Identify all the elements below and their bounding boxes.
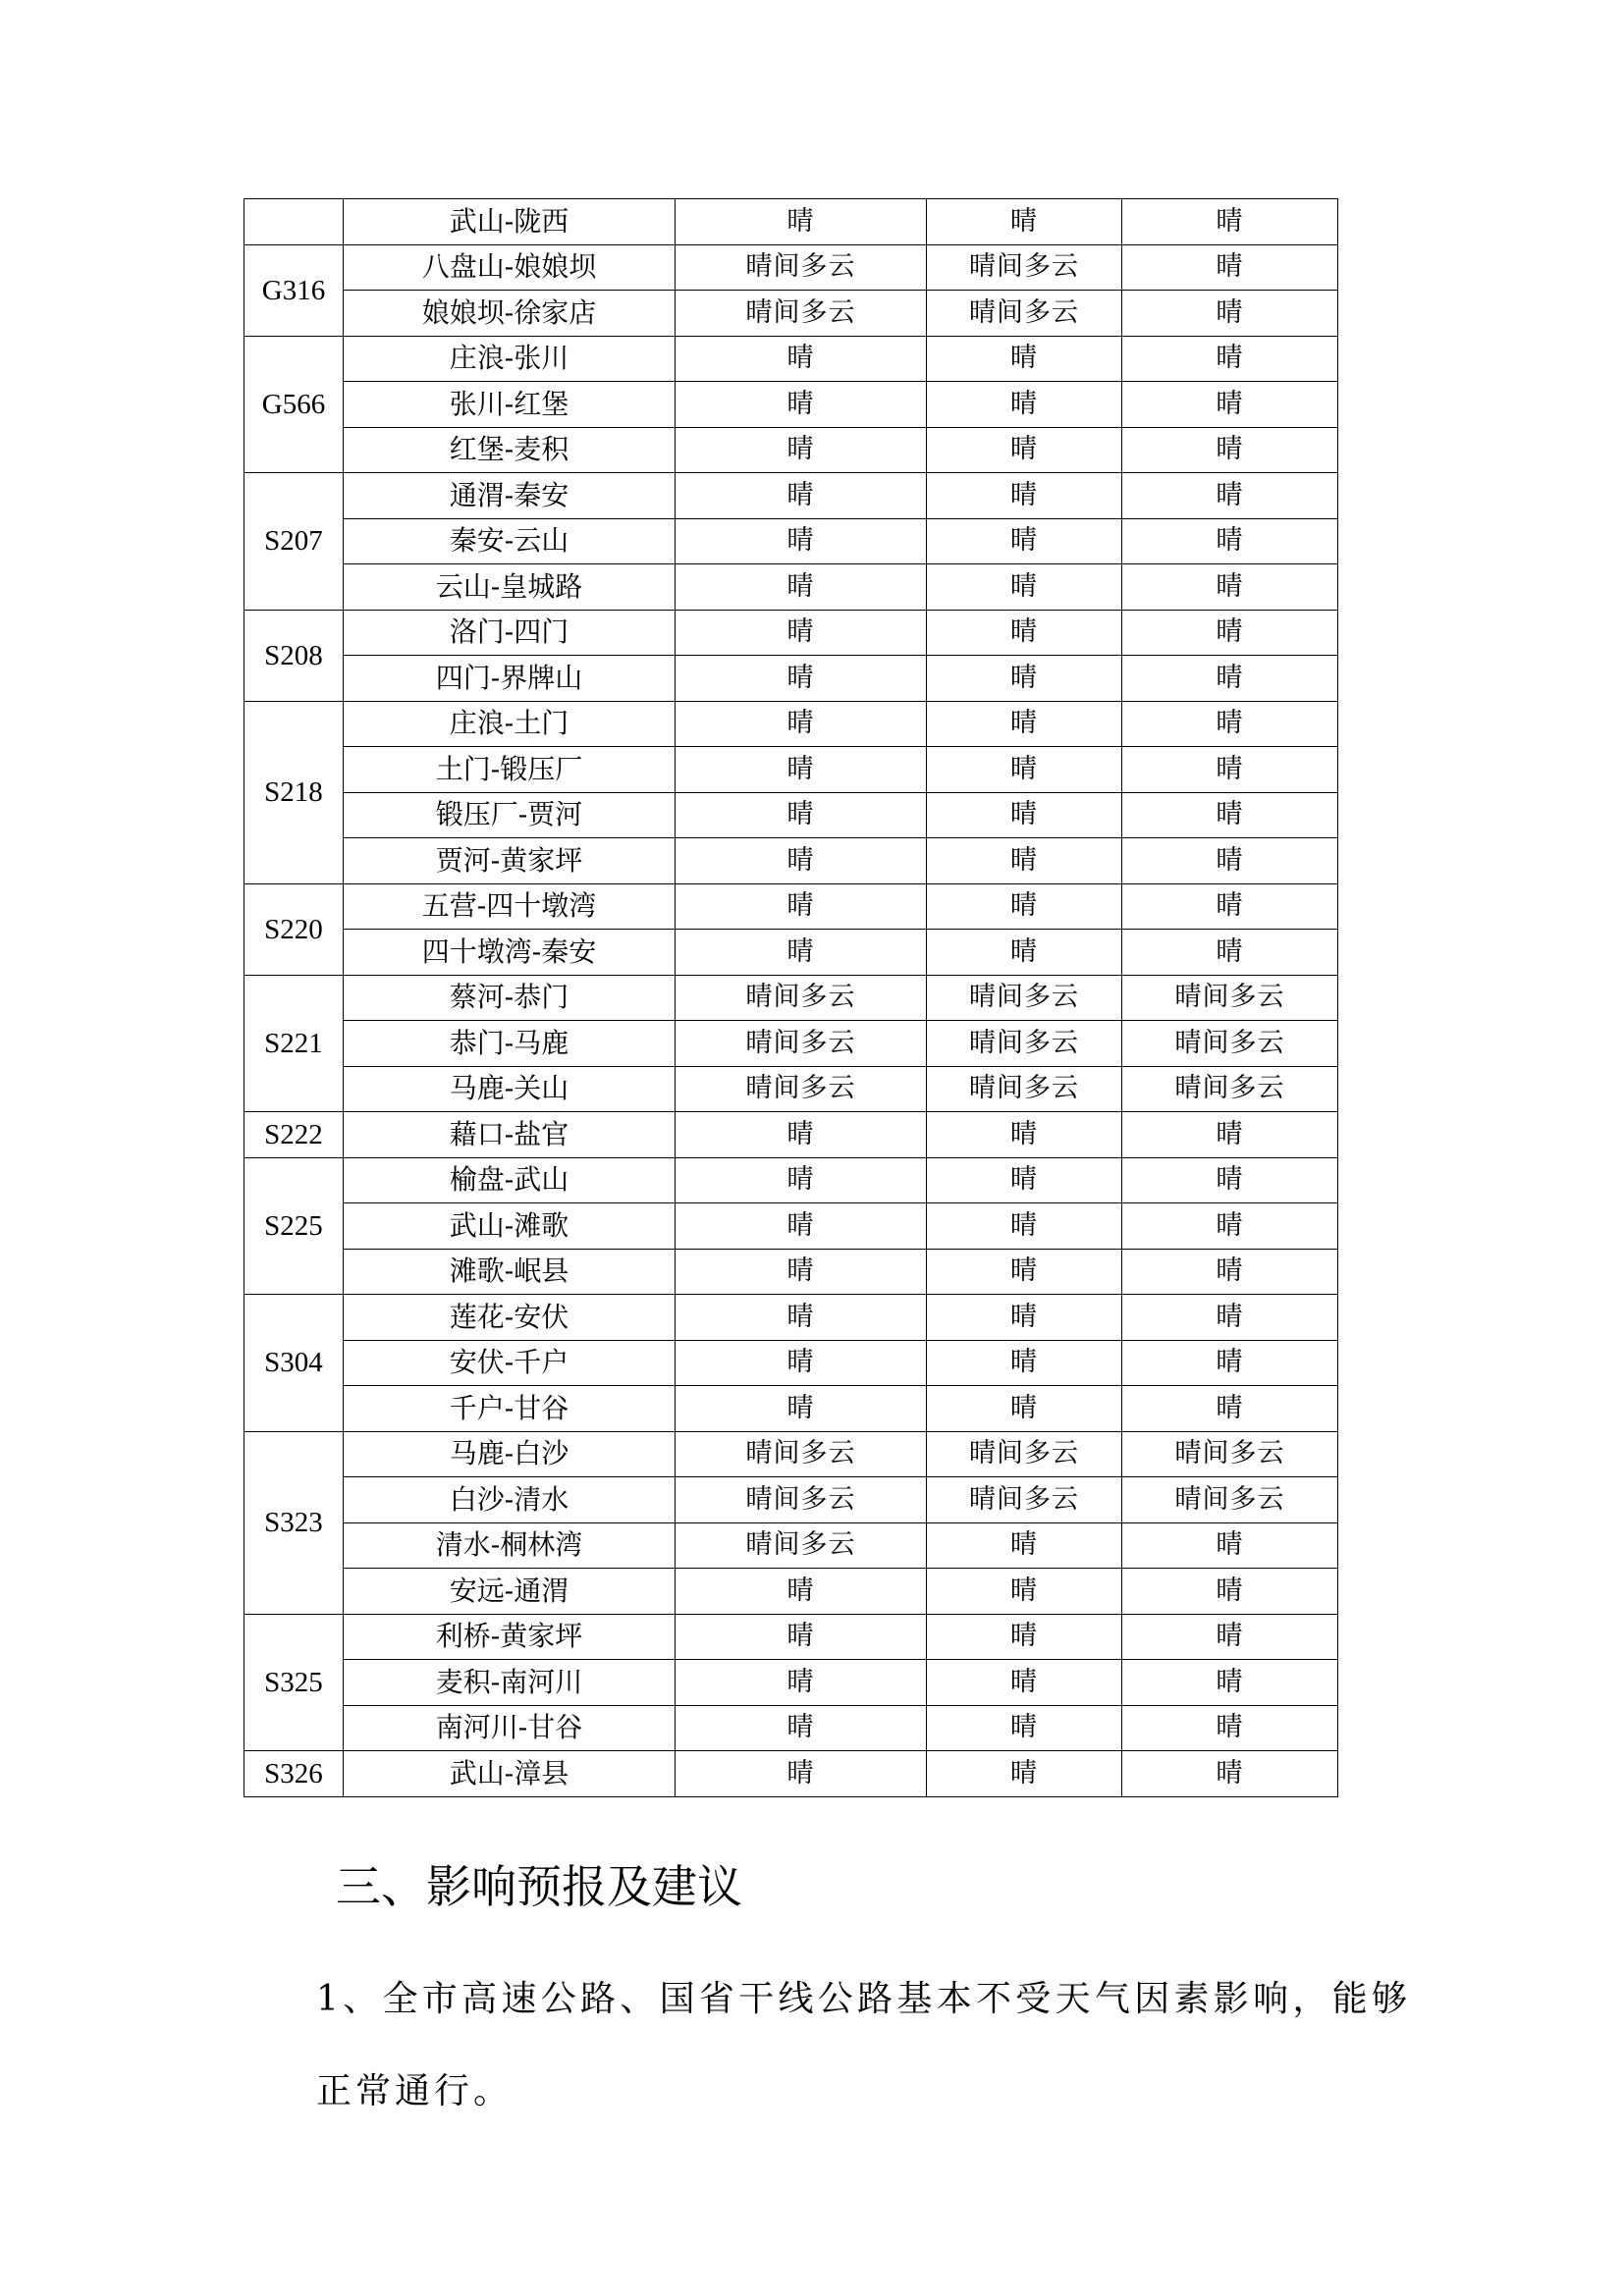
weather-day3-cell: 晴 — [1122, 656, 1338, 702]
route-code-cell: S225 — [244, 1157, 344, 1295]
table-row — [244, 747, 1338, 793]
road-segment-cell: 庄浪-土门 — [344, 701, 676, 747]
weather-day3-cell: 晴间多云 — [1122, 975, 1338, 1021]
weather-day1-cell: 晴间多云 — [676, 975, 927, 1021]
road-segment-cell: 利桥-黄家坪 — [344, 1614, 676, 1660]
road-segment-cell: 千户-甘谷 — [344, 1386, 676, 1432]
table-row — [244, 883, 1338, 930]
route-code-cell — [244, 199, 344, 245]
table-body — [244, 199, 1338, 1797]
weather-day2-cell: 晴 — [927, 1295, 1122, 1341]
weather-day1-cell: 晴 — [676, 427, 927, 473]
road-segment-cell: 秦安-云山 — [344, 518, 676, 564]
weather-day2-cell: 晴 — [927, 1203, 1122, 1250]
weather-day3-cell: 晴 — [1122, 1295, 1338, 1341]
weather-day1-cell: 晴 — [676, 1203, 927, 1250]
paragraph-line: 正常通行。 — [316, 2071, 514, 2111]
weather-day3-cell: 晴 — [1122, 1340, 1338, 1386]
table-row — [244, 1249, 1338, 1295]
table-row — [244, 473, 1338, 519]
recommendation-paragraph — [316, 1953, 1412, 2138]
weather-day1-cell: 晴间多云 — [676, 1477, 927, 1523]
table-row — [244, 1431, 1338, 1477]
weather-day3-cell: 晴 — [1122, 883, 1338, 930]
weather-day3-cell: 晴 — [1122, 1249, 1338, 1295]
weather-day2-cell: 晴间多云 — [927, 244, 1122, 291]
weather-day1-cell: 晴 — [676, 656, 927, 702]
weather-day1-cell: 晴间多云 — [676, 1021, 927, 1067]
weather-day2-cell: 晴 — [927, 701, 1122, 747]
table-row — [244, 336, 1338, 382]
route-code-cell: S220 — [244, 883, 344, 975]
table-row — [244, 975, 1338, 1021]
road-segment-cell: 马鹿-白沙 — [344, 1431, 676, 1477]
table-row — [244, 1157, 1338, 1203]
weather-day3-cell: 晴 — [1122, 244, 1338, 291]
weather-day2-cell: 晴 — [927, 1705, 1122, 1751]
weather-day1-cell: 晴间多云 — [676, 291, 927, 337]
weather-day3-cell: 晴间多云 — [1122, 1021, 1338, 1067]
table-row — [244, 291, 1338, 337]
road-segment-cell: 榆盘-武山 — [344, 1157, 676, 1203]
weather-day2-cell: 晴 — [927, 656, 1122, 702]
weather-day3-cell: 晴 — [1122, 1569, 1338, 1615]
weather-day1-cell: 晴 — [676, 792, 927, 838]
weather-day3-cell: 晴 — [1122, 291, 1338, 337]
table-row — [244, 656, 1338, 702]
route-code-cell: S304 — [244, 1295, 344, 1432]
weather-day3-cell: 晴 — [1122, 427, 1338, 473]
weather-day1-cell: 晴 — [676, 1614, 927, 1660]
road-segment-cell: 麦积-南河川 — [344, 1660, 676, 1706]
weather-day1-cell: 晴 — [676, 518, 927, 564]
road-segment-cell: 清水-桐林湾 — [344, 1522, 676, 1569]
weather-day3-cell: 晴 — [1122, 518, 1338, 564]
route-code-cell: S207 — [244, 473, 344, 611]
road-segment-cell: 张川-红堡 — [344, 382, 676, 428]
table-row — [244, 1614, 1338, 1660]
weather-day1-cell: 晴间多云 — [676, 244, 927, 291]
weather-day3-cell: 晴 — [1122, 382, 1338, 428]
route-code-cell: S221 — [244, 975, 344, 1112]
weather-day2-cell: 晴 — [927, 792, 1122, 838]
weather-day1-cell: 晴 — [676, 1569, 927, 1615]
weather-day1-cell: 晴 — [676, 336, 927, 382]
weather-day1-cell: 晴 — [676, 1157, 927, 1203]
table-row — [244, 1522, 1338, 1569]
road-segment-cell: 武山-漳县 — [344, 1751, 676, 1797]
table-row — [244, 1386, 1338, 1432]
weather-day1-cell: 晴 — [676, 1751, 927, 1797]
weather-day1-cell: 晴 — [676, 199, 927, 245]
table-row — [244, 1021, 1338, 1067]
table-row — [244, 244, 1338, 291]
weather-day2-cell: 晴间多云 — [927, 1477, 1122, 1523]
route-code-cell: S218 — [244, 701, 344, 883]
weather-day3-cell: 晴 — [1122, 473, 1338, 519]
weather-day3-cell: 晴 — [1122, 1614, 1338, 1660]
weather-day2-cell: 晴 — [927, 1386, 1122, 1432]
route-code-cell: G316 — [244, 244, 344, 336]
road-segment-cell: 武山-滩歌 — [344, 1203, 676, 1250]
table-row — [244, 1705, 1338, 1751]
road-segment-cell: 土门-锻压厂 — [344, 747, 676, 793]
weather-day2-cell: 晴 — [927, 1751, 1122, 1797]
route-code-cell: S208 — [244, 610, 344, 701]
road-segment-cell: 庄浪-张川 — [344, 336, 676, 382]
weather-day2-cell: 晴 — [927, 336, 1122, 382]
weather-day1-cell: 晴 — [676, 1705, 927, 1751]
weather-day3-cell: 晴 — [1122, 1386, 1338, 1432]
weather-day3-cell: 晴 — [1122, 1522, 1338, 1569]
table-row — [244, 1751, 1338, 1797]
route-code-cell: S325 — [244, 1614, 344, 1751]
road-segment-cell: 洛门-四门 — [344, 610, 676, 656]
weather-day2-cell: 晴 — [927, 1660, 1122, 1706]
weather-day1-cell: 晴 — [676, 1340, 927, 1386]
road-segment-cell: 恭门-马鹿 — [344, 1021, 676, 1067]
weather-day2-cell: 晴 — [927, 427, 1122, 473]
route-code-cell: G566 — [244, 336, 344, 473]
road-segment-cell: 莲花-安伏 — [344, 1295, 676, 1341]
table-row — [244, 1112, 1338, 1158]
weather-day2-cell: 晴 — [927, 382, 1122, 428]
weather-day3-cell: 晴间多云 — [1122, 1477, 1338, 1523]
table-row — [244, 792, 1338, 838]
table-row — [244, 610, 1338, 656]
table-row — [244, 427, 1338, 473]
table-row — [244, 1295, 1338, 1341]
weather-day1-cell: 晴 — [676, 883, 927, 930]
road-segment-cell: 八盘山-娘娘坝 — [344, 244, 676, 291]
weather-day3-cell: 晴 — [1122, 1751, 1338, 1797]
weather-day1-cell: 晴 — [676, 1660, 927, 1706]
weather-day3-cell: 晴 — [1122, 930, 1338, 976]
table-row — [244, 1340, 1338, 1386]
weather-day3-cell: 晴 — [1122, 1705, 1338, 1751]
weather-day3-cell: 晴 — [1122, 336, 1338, 382]
weather-day2-cell: 晴 — [927, 473, 1122, 519]
table-row — [244, 1203, 1338, 1250]
weather-day2-cell: 晴间多云 — [927, 291, 1122, 337]
weather-day2-cell: 晴 — [927, 564, 1122, 611]
weather-day2-cell: 晴 — [927, 1614, 1122, 1660]
table-row — [244, 1569, 1338, 1615]
table-row — [244, 199, 1338, 245]
road-segment-cell: 武山-陇西 — [344, 199, 676, 245]
weather-day2-cell: 晴 — [927, 1157, 1122, 1203]
weather-day3-cell: 晴 — [1122, 610, 1338, 656]
route-code-cell: S222 — [244, 1112, 344, 1158]
weather-day2-cell: 晴 — [927, 1340, 1122, 1386]
route-code-cell: S323 — [244, 1431, 344, 1614]
road-segment-cell: 蔡河-恭门 — [344, 975, 676, 1021]
table-row — [244, 1066, 1338, 1112]
road-segment-cell: 藉口-盐官 — [344, 1112, 676, 1158]
road-weather-forecast-table — [244, 198, 1338, 1797]
weather-day3-cell: 晴 — [1122, 1203, 1338, 1250]
paragraph-line: 1、全市高速公路、国省干线公路基本不受天气因素影响，能够 — [316, 1979, 1412, 2019]
weather-day1-cell: 晴间多云 — [676, 1431, 927, 1477]
weather-day1-cell: 晴 — [676, 1112, 927, 1158]
weather-day3-cell: 晴 — [1122, 1660, 1338, 1706]
table-row — [244, 1660, 1338, 1706]
weather-day2-cell: 晴间多云 — [927, 1021, 1122, 1067]
weather-day3-cell: 晴 — [1122, 1157, 1338, 1203]
weather-day3-cell: 晴 — [1122, 792, 1338, 838]
weather-day3-cell: 晴 — [1122, 701, 1338, 747]
road-segment-cell: 四门-界牌山 — [344, 656, 676, 702]
weather-day1-cell: 晴间多云 — [676, 1066, 927, 1112]
weather-day1-cell: 晴 — [676, 382, 927, 428]
weather-day2-cell: 晴 — [927, 1522, 1122, 1569]
road-segment-cell: 红堡-麦积 — [344, 427, 676, 473]
weather-day1-cell: 晴 — [676, 747, 927, 793]
weather-day1-cell: 晴 — [676, 838, 927, 884]
road-segment-cell: 云山-皇城路 — [344, 564, 676, 611]
weather-day1-cell: 晴 — [676, 701, 927, 747]
road-segment-cell: 白沙-清水 — [344, 1477, 676, 1523]
table-row — [244, 930, 1338, 976]
route-code-cell: S326 — [244, 1751, 344, 1797]
road-segment-cell: 马鹿-关山 — [344, 1066, 676, 1112]
weather-day2-cell: 晴 — [927, 199, 1122, 245]
weather-day2-cell: 晴 — [927, 838, 1122, 884]
weather-day3-cell: 晴 — [1122, 747, 1338, 793]
weather-day1-cell: 晴 — [676, 930, 927, 976]
weather-day1-cell: 晴 — [676, 473, 927, 519]
road-segment-cell: 通渭-秦安 — [344, 473, 676, 519]
weather-day1-cell: 晴 — [676, 1386, 927, 1432]
road-segment-cell: 五营-四十墩湾 — [344, 883, 676, 930]
table-row — [244, 382, 1338, 428]
weather-day2-cell: 晴 — [927, 1569, 1122, 1615]
weather-day2-cell: 晴 — [927, 610, 1122, 656]
table-row — [244, 838, 1338, 884]
weather-day1-cell: 晴间多云 — [676, 1522, 927, 1569]
road-segment-cell: 安伏-千户 — [344, 1340, 676, 1386]
weather-day3-cell: 晴 — [1122, 1112, 1338, 1158]
road-segment-cell: 滩歌-岷县 — [344, 1249, 676, 1295]
weather-day3-cell: 晴间多云 — [1122, 1066, 1338, 1112]
weather-day1-cell: 晴 — [676, 1249, 927, 1295]
weather-day1-cell: 晴 — [676, 1295, 927, 1341]
weather-day1-cell: 晴 — [676, 610, 927, 656]
road-segment-cell: 四十墩湾-秦安 — [344, 930, 676, 976]
weather-day1-cell: 晴 — [676, 564, 927, 611]
weather-day3-cell: 晴 — [1122, 199, 1338, 245]
road-segment-cell: 娘娘坝-徐家店 — [344, 291, 676, 337]
weather-day2-cell: 晴 — [927, 518, 1122, 564]
weather-day2-cell: 晴 — [927, 930, 1122, 976]
table-row — [244, 701, 1338, 747]
table-row — [244, 518, 1338, 564]
weather-day2-cell: 晴间多云 — [927, 1066, 1122, 1112]
weather-day2-cell: 晴 — [927, 883, 1122, 930]
section-heading: 三、影响预报及建议 — [336, 1860, 742, 1913]
road-segment-cell: 南河川-甘谷 — [344, 1705, 676, 1751]
road-segment-cell: 锻压厂-贾河 — [344, 792, 676, 838]
weather-day2-cell: 晴 — [927, 747, 1122, 793]
weather-day2-cell: 晴间多云 — [927, 975, 1122, 1021]
weather-day2-cell: 晴间多云 — [927, 1431, 1122, 1477]
table-row — [244, 564, 1338, 611]
weather-day3-cell: 晴 — [1122, 564, 1338, 611]
road-segment-cell: 安远-通渭 — [344, 1569, 676, 1615]
road-segment-cell: 贾河-黄家坪 — [344, 838, 676, 884]
table-row — [244, 1477, 1338, 1523]
weather-day2-cell: 晴 — [927, 1112, 1122, 1158]
weather-day3-cell: 晴间多云 — [1122, 1431, 1338, 1477]
weather-day2-cell: 晴 — [927, 1249, 1122, 1295]
weather-day3-cell: 晴 — [1122, 838, 1338, 884]
